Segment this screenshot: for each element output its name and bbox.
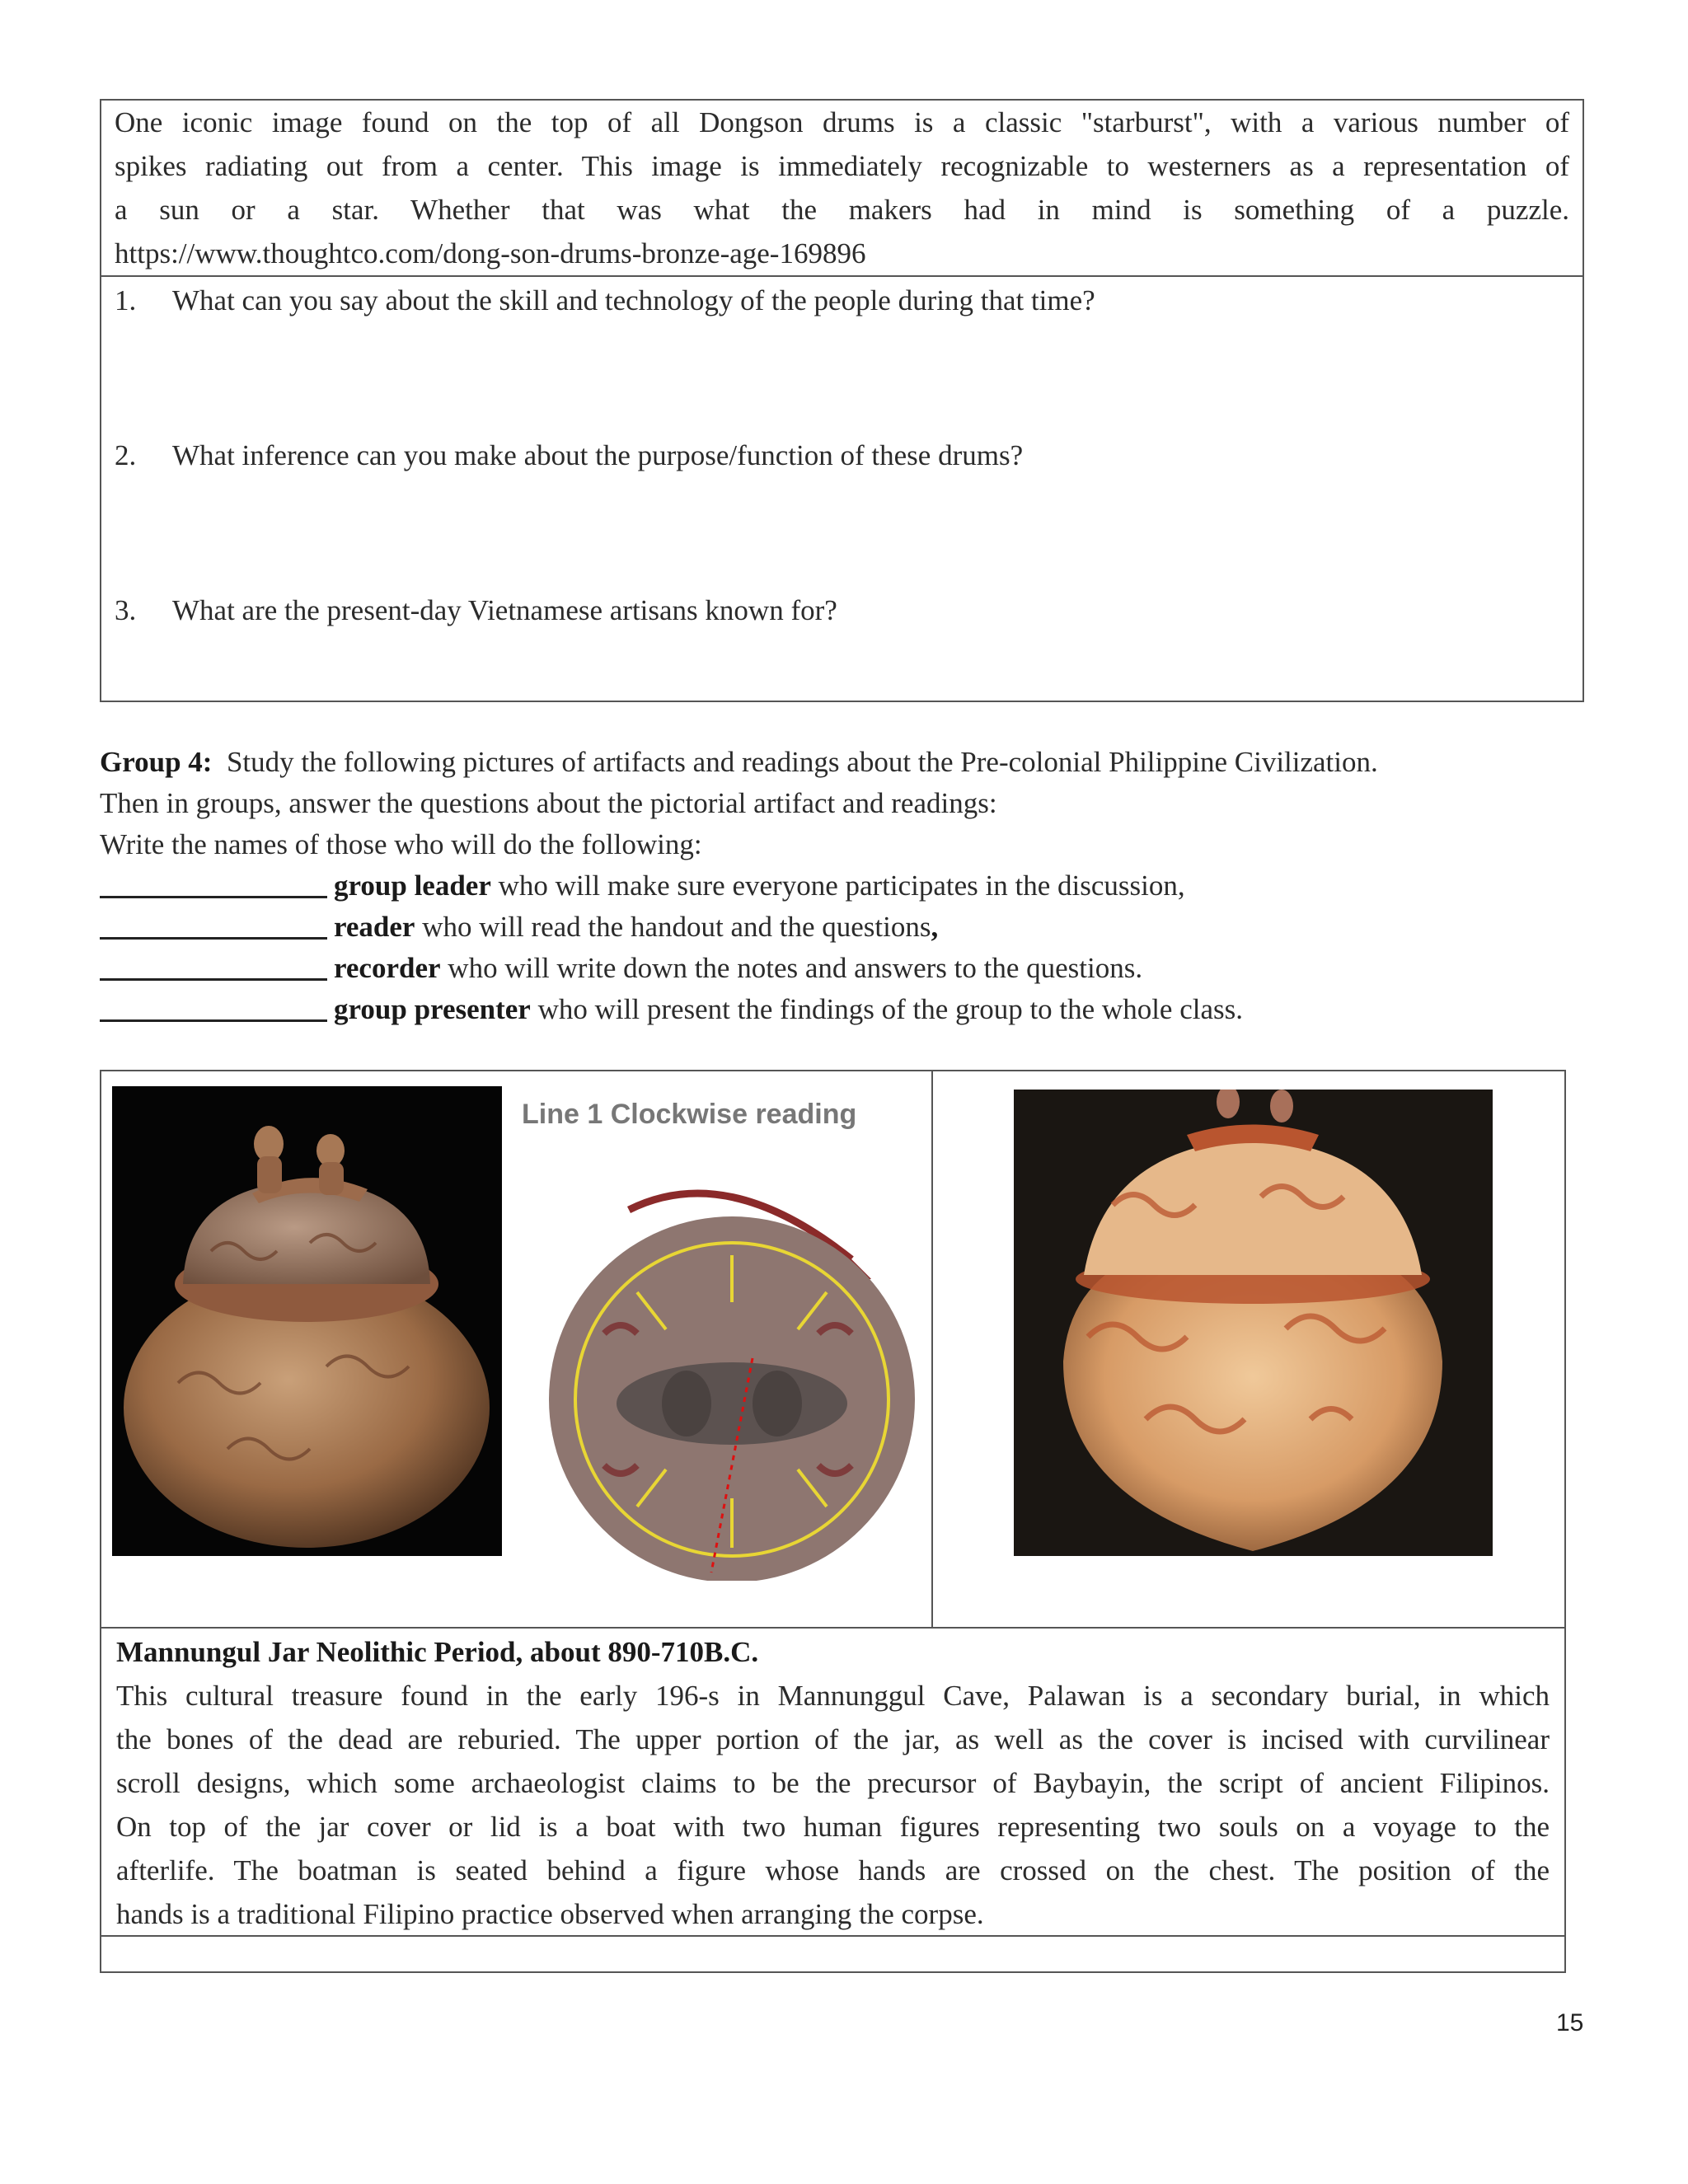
role-recorder	[100, 948, 1600, 989]
role-name: recorder	[334, 952, 441, 984]
artifact-caption	[116, 1630, 1550, 1936]
name-blank[interactable]	[100, 907, 327, 940]
caption-line: afterlife. The boatman is seated behind a figure whose hands are crossed on the chest. The position of the	[116, 1854, 1550, 1886]
role-desc: who will present the findings of the group to the whole class.	[530, 993, 1243, 1025]
source-url: https://www.thoughtco.com/dong-son-drums-bronze-age-169896	[115, 237, 866, 269]
name-blank[interactable]	[100, 949, 327, 981]
group4-intro-line	[100, 742, 1600, 783]
jar-illustration	[1014, 1090, 1493, 1556]
role-desc: who will make sure everyone participates in the discussion,	[490, 869, 1185, 902]
question-3	[115, 588, 837, 632]
column-divider	[931, 1071, 933, 1629]
question-text: What inference can you make about the purpose/function of these drums?	[172, 439, 1024, 471]
role-group-presenter	[100, 989, 1600, 1030]
group4-line3: Write the names of those who will do the following:	[100, 828, 702, 860]
intro-line-1: One iconic image found on the top of all Dongson drums is a classic "starburst", with a various number of	[115, 106, 1569, 138]
role-reader	[100, 907, 1600, 948]
lid-diagram-graphic	[513, 1086, 926, 1581]
manunggul-jar-photo-dark	[112, 1086, 502, 1556]
question-text: What can you say about the skill and technology of the people during that time?	[172, 284, 1095, 316]
role-group-leader	[100, 865, 1600, 907]
manunggul-jar-photo-light	[1014, 1090, 1493, 1556]
role-name: reader	[334, 911, 415, 943]
role-suffix: ,	[931, 911, 939, 943]
group4-line2: Then in groups, answer the questions about the pictorial artifact and readings:	[100, 787, 997, 819]
caption-line: scroll designs, which some archaeologist claims to be the precursor of Baybayin, the script of ancient Filipinos.	[116, 1767, 1550, 1799]
intro-line-3: a sun or a star. Whether that was what the makers had in mind is something of a puzzle.	[115, 194, 1569, 226]
group4-line1: Study the following pictures of artifacts and readings about the Pre-colonial Philippine Civilization.	[212, 746, 1378, 778]
name-blank[interactable]	[100, 990, 327, 1022]
caption-line: the bones of the dead are reburied. The upper portion of the jar, as well as the cover is incised with curvilinear	[116, 1723, 1550, 1755]
caption-line: On top of the jar cover or lid is a boat with two human figures representing two souls on a voyage to the	[116, 1811, 1550, 1843]
clockwise-reading-diagram	[513, 1086, 926, 1581]
role-name: group leader	[334, 869, 491, 902]
role-desc: who will write down the notes and answers to the questions.	[440, 952, 1143, 984]
group4-label: Group 4:	[100, 746, 213, 778]
row-divider	[101, 1627, 1564, 1629]
question-2	[115, 434, 1023, 477]
question-number: 1.	[115, 284, 137, 316]
question-text: What are the present-day Vietnamese artisans known for?	[172, 594, 837, 626]
questions-box	[100, 275, 1584, 702]
name-blank[interactable]	[100, 866, 327, 898]
caption-paragraph	[116, 1674, 1550, 1936]
role-name: group presenter	[334, 993, 531, 1025]
question-number: 3.	[115, 594, 137, 626]
group4-instructions	[100, 742, 1600, 1030]
artifact-table	[100, 1070, 1566, 1973]
caption-line: This cultural treasure found in the early 196-s in Mannunggul Cave, Palawan is a secondary burial, in which	[116, 1680, 1550, 1712]
caption-title: Mannungul Jar Neolithic Period, about 890-710B.C.	[116, 1636, 759, 1668]
role-desc: who will read the handout and the questions	[415, 911, 931, 943]
diagram-label: Line 1 Clockwise reading	[522, 1099, 857, 1130]
page-number: 15	[1556, 2009, 1584, 2036]
intro-line-2: spikes radiating out from a center. This image is immediately recognizable to westerners as a representation of	[115, 150, 1569, 182]
caption-line: hands is a traditional Filipino practice observed when arranging the corpse.	[116, 1898, 984, 1930]
jar-illustration	[112, 1086, 502, 1556]
question-number: 2.	[115, 439, 137, 471]
intro-text-box	[100, 99, 1584, 277]
question-1	[115, 279, 1095, 322]
